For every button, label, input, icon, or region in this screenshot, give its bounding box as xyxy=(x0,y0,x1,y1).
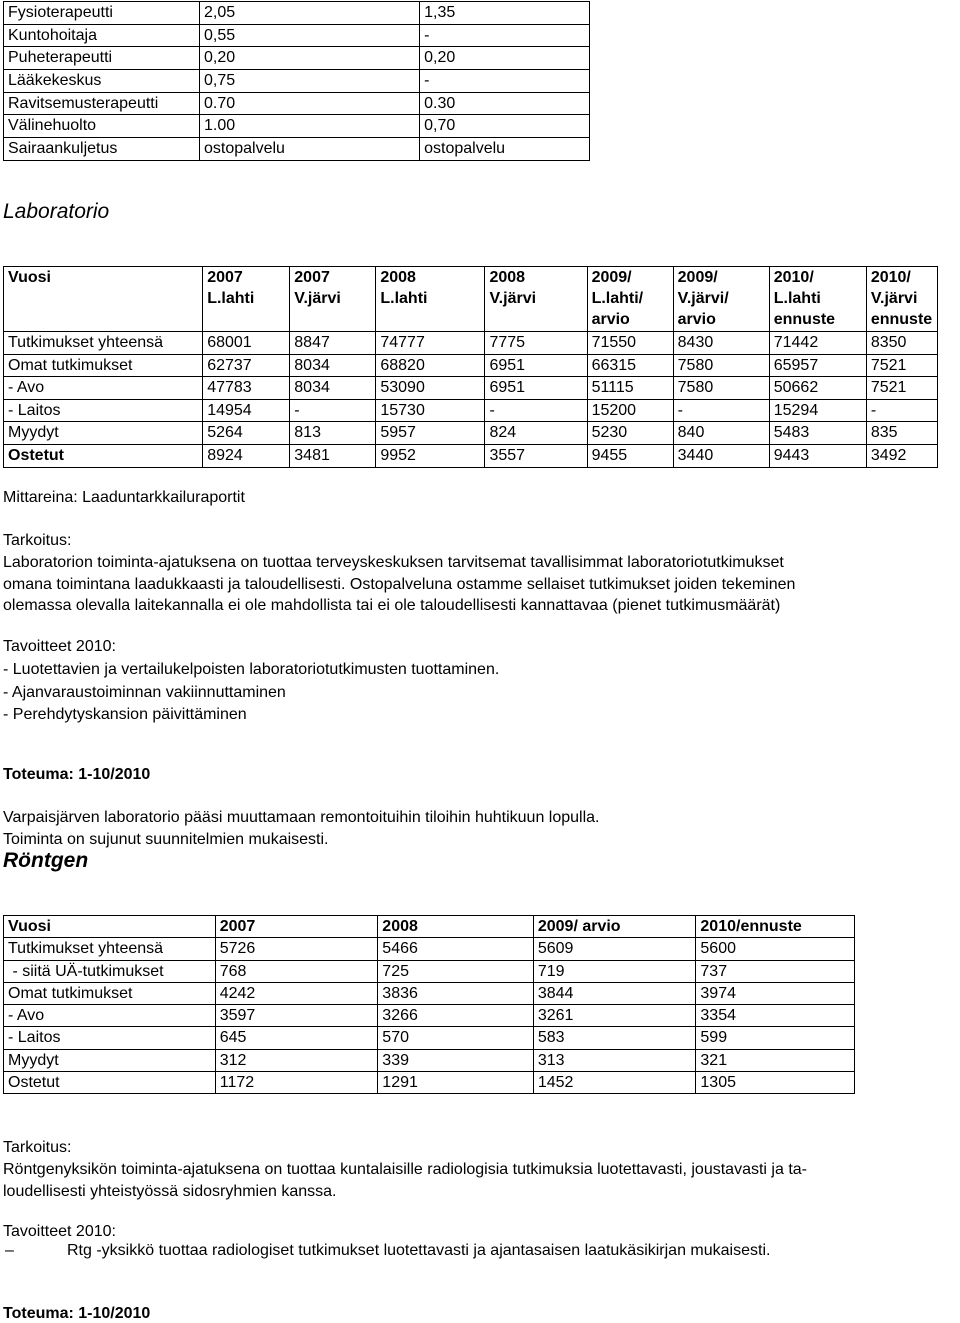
table-cell: 74777 xyxy=(376,332,485,355)
table-cell: Fysioterapeutti xyxy=(4,2,200,25)
table-cell: 0,55 xyxy=(200,24,420,47)
table-cell: - xyxy=(866,399,937,422)
table-cell: 8350 xyxy=(866,332,937,355)
table-cell: 66315 xyxy=(587,354,673,377)
table-cell: 3597 xyxy=(215,1005,378,1027)
column-header-line: L.lahti xyxy=(207,290,255,307)
table-cell: 9455 xyxy=(587,444,673,467)
table-row xyxy=(4,70,590,93)
table-cell: 813 xyxy=(290,422,376,445)
table-cell: 3481 xyxy=(290,444,376,467)
rontgen-table xyxy=(3,915,855,1094)
lab-toteuma-text xyxy=(3,807,600,850)
column-header xyxy=(769,267,866,332)
table-cell: 312 xyxy=(215,1049,378,1071)
column-header: 2010/ennuste xyxy=(696,916,855,938)
lab-tavoite-item: - Luotettavien ja vertailukelpoisten laboratoriotutkimusten tuottaminen. xyxy=(3,661,500,678)
table-cell: Ostetut xyxy=(4,1072,216,1094)
column-header-line: V.järvi/ xyxy=(677,290,729,307)
lab-tarkoitus-line: omana toimintana laadukkaasti ja taloudellisesti. Ostopalveluna ostamme sellaiset tutkimukset joiden tekeminen xyxy=(3,575,796,593)
table-cell: 1452 xyxy=(533,1072,696,1094)
table-cell: - xyxy=(485,399,587,422)
column-header-line: L.lahti xyxy=(380,290,428,307)
lab-tarkoitus-text xyxy=(3,552,795,617)
table-row xyxy=(4,399,938,422)
table-cell: 5957 xyxy=(376,422,485,445)
table-cell: 6951 xyxy=(485,377,587,400)
table-cell: 7580 xyxy=(673,377,769,400)
table-cell: - Laitos xyxy=(4,1027,216,1049)
table-cell: Välinehuolto xyxy=(4,115,200,138)
rtg-tavoite-bullet: – xyxy=(5,1242,14,1259)
table-cell: 835 xyxy=(866,422,937,445)
laboratorio-table xyxy=(3,266,938,468)
table-row xyxy=(4,960,855,982)
column-header-line: V.järvi xyxy=(294,290,341,307)
lab-toteuma-label: Toteuma: 1-10/2010 xyxy=(3,766,151,783)
table-cell: 65957 xyxy=(769,354,866,377)
table-cell: 725 xyxy=(378,960,534,982)
table-cell: Omat tutkimukset xyxy=(4,354,203,377)
table-cell: Ostetut xyxy=(4,444,203,467)
table-cell: 5466 xyxy=(378,938,534,960)
lab-tavoitteet-list xyxy=(3,659,499,727)
column-header-line: 2007 xyxy=(294,269,330,286)
table-cell: 62737 xyxy=(203,354,290,377)
table-cell: 14954 xyxy=(203,399,290,422)
table-cell: 9443 xyxy=(769,444,866,467)
table-cell: 68001 xyxy=(203,332,290,355)
mittareina-text: Mittareina: Laaduntarkkailuraportit xyxy=(3,489,245,506)
table-cell: 3261 xyxy=(533,1005,696,1027)
table-cell: 5483 xyxy=(769,422,866,445)
table-cell: 583 xyxy=(533,1027,696,1049)
table-cell: 0,20 xyxy=(420,47,590,70)
table-row xyxy=(4,1005,855,1027)
column-header-line: L.lahti xyxy=(773,290,821,307)
table-cell: 3440 xyxy=(673,444,769,467)
table-cell: Tutkimukset yhteensä xyxy=(4,332,203,355)
table-row xyxy=(4,1049,855,1071)
table-row xyxy=(4,982,855,1004)
table-cell: 1,35 xyxy=(420,2,590,25)
table-cell: 5600 xyxy=(696,938,855,960)
table-cell: 6951 xyxy=(485,354,587,377)
lab-tarkoitus-label: Tarkoitus: xyxy=(3,532,72,549)
table-cell: Kuntohoitaja xyxy=(4,24,200,47)
table-cell: 824 xyxy=(485,422,587,445)
table-cell: 0,20 xyxy=(200,47,420,70)
table-cell: - xyxy=(673,399,769,422)
lab-tavoite-item: - Ajanvaraustoiminnan vakiinnuttaminen xyxy=(3,683,286,701)
column-header-line: arvio xyxy=(677,311,716,328)
table-cell: 71442 xyxy=(769,332,866,355)
lab-tavoite-item: - Perehdytyskansion päivittäminen xyxy=(3,706,247,723)
table-cell: Myydyt xyxy=(4,1049,216,1071)
table-cell: 339 xyxy=(378,1049,534,1071)
column-header xyxy=(290,267,376,332)
table-cell: 50662 xyxy=(769,377,866,400)
column-header: Vuosi xyxy=(4,916,216,938)
column-header xyxy=(203,267,290,332)
column-header-line: Vuosi xyxy=(8,269,51,286)
table-cell: 2,05 xyxy=(200,2,420,25)
table-cell: 4242 xyxy=(215,982,378,1004)
table-cell: 15294 xyxy=(769,399,866,422)
rtg-tavoite-item: Rtg -yksikkö tuottaa radiologiset tutkimukset luotettavasti ja ajantasaisen laatukäsikirjan mukaisesti. xyxy=(67,1242,771,1259)
table-cell: 840 xyxy=(673,422,769,445)
lab-tarkoitus-line: olemassa olevalla laitekannalla ei ole mahdollista tai ei ole taloudellisesti kannattavaa (pienet tutkimusmäärät) xyxy=(3,597,781,614)
column-header: 2009/ arvio xyxy=(533,916,696,938)
column-header-line: ennuste xyxy=(870,311,933,328)
column-header xyxy=(4,267,203,332)
table-cell: 15730 xyxy=(376,399,485,422)
table-cell: 0.70 xyxy=(200,92,420,115)
laboratorio-title: Laboratorio xyxy=(3,200,110,223)
table-header-row xyxy=(4,916,855,938)
table-cell: ostopalvelu xyxy=(420,138,590,161)
table-row xyxy=(4,92,590,115)
table-cell: Lääkekeskus xyxy=(4,70,200,93)
table-row xyxy=(4,115,590,138)
column-header-line: arvio xyxy=(591,311,630,328)
table-cell: 8847 xyxy=(290,332,376,355)
rtg-tavoitteet-label: Tavoitteet 2010: xyxy=(3,1223,116,1240)
lab-tarkoitus-line: Laboratorion toiminta-ajatuksena on tuottaa terveyskeskuksen tarvitsemat tavallisimmat laboratoriotutkimukset xyxy=(3,554,784,571)
rtg-tarkoitus-line: Röntgenyksikön toiminta-ajatuksena on tuottaa kuntalaisille radiologisia tutkimuksia luotettavasti, joustavasti ja ta- xyxy=(3,1161,807,1178)
table-cell: 3266 xyxy=(378,1005,534,1027)
table-cell: 5726 xyxy=(215,938,378,960)
table-row xyxy=(4,938,855,960)
table-cell: 737 xyxy=(696,960,855,982)
table-row xyxy=(4,377,938,400)
table-row xyxy=(4,47,590,70)
lab-toteuma-line: Varpaisjärven laboratorio pääsi muuttamaan remontoituihin tiloihin huhtikuun lopulla. xyxy=(3,809,600,826)
column-header-line: 2008 xyxy=(489,269,526,286)
column-header-line: 2009/ xyxy=(591,269,632,286)
table-cell: 9952 xyxy=(376,444,485,467)
table-row xyxy=(4,24,590,47)
table-cell: 0,75 xyxy=(200,70,420,93)
table-cell: 5609 xyxy=(533,938,696,960)
table-cell: 47783 xyxy=(203,377,290,400)
table-cell: 7775 xyxy=(485,332,587,355)
table-cell: 8924 xyxy=(203,444,290,467)
table-cell: 7580 xyxy=(673,354,769,377)
table-cell: 0,70 xyxy=(420,115,590,138)
column-header-line: 2008 xyxy=(380,269,416,286)
table-cell: Myydyt xyxy=(4,422,203,445)
table-cell: - xyxy=(420,24,590,47)
table-cell: 15200 xyxy=(587,399,673,422)
table-cell: 313 xyxy=(533,1049,696,1071)
table-cell: 645 xyxy=(215,1027,378,1049)
lab-tavoitteet-label: Tavoitteet 2010: xyxy=(3,638,116,655)
column-header xyxy=(866,267,937,332)
table-row xyxy=(4,332,938,355)
column-header-line: V.järvi xyxy=(870,290,918,307)
table-cell: 7521 xyxy=(866,377,937,400)
table-cell: 3492 xyxy=(866,444,937,467)
table-cell: Sairaankuljetus xyxy=(4,138,200,161)
column-header xyxy=(376,267,485,332)
table-cell: 71550 xyxy=(587,332,673,355)
table-cell: - siitä UÄ-tutkimukset xyxy=(4,960,216,982)
table-cell: - Laitos xyxy=(4,399,203,422)
table-cell: 3974 xyxy=(696,982,855,1004)
rontgen-title: Röntgen xyxy=(3,849,89,872)
lab-toteuma-line: Toiminta on sujunut suunnitelmien mukaisesti. xyxy=(3,830,329,848)
table-row xyxy=(4,138,590,161)
table-cell: 768 xyxy=(215,960,378,982)
table-cell: 5230 xyxy=(587,422,673,445)
table-cell: 321 xyxy=(696,1049,855,1071)
table-cell: 3836 xyxy=(378,982,534,1004)
table-cell: 1291 xyxy=(378,1072,534,1094)
table-cell: - xyxy=(290,399,376,422)
table-cell: Puheterapeutti xyxy=(4,47,200,70)
table-cell: 8034 xyxy=(290,377,376,400)
table-cell: 570 xyxy=(378,1027,534,1049)
rtg-tarkoitus-line: loudellisesti yhteistyössä sidosryhmien kanssa. xyxy=(3,1182,337,1200)
table-cell: Omat tutkimukset xyxy=(4,982,216,1004)
column-header-line: 2010/ xyxy=(773,269,814,286)
column-header: 2008 xyxy=(378,916,534,938)
column-header xyxy=(485,267,587,332)
table-cell: Ravitsemusterapeutti xyxy=(4,92,200,115)
table-row xyxy=(4,354,938,377)
table-header-row xyxy=(4,267,938,332)
table-cell: 3354 xyxy=(696,1005,855,1027)
rtg-toteuma-label: Toteuma: 1-10/2010 xyxy=(3,1305,151,1322)
table-cell: 599 xyxy=(696,1027,855,1049)
table-cell: 3557 xyxy=(485,444,587,467)
table-cell: 1305 xyxy=(696,1072,855,1094)
table-cell: 53090 xyxy=(376,377,485,400)
column-header-line: V.järvi xyxy=(489,290,537,307)
table-cell: 1.00 xyxy=(200,115,420,138)
table-cell: 5264 xyxy=(203,422,290,445)
column-header xyxy=(673,267,769,332)
column-header: 2007 xyxy=(215,916,378,938)
table-row xyxy=(4,2,590,25)
column-header-line: ennuste xyxy=(773,311,836,328)
table-cell: ostopalvelu xyxy=(200,138,420,161)
rtg-tarkoitus-label: Tarkoitus: xyxy=(3,1139,72,1156)
table-cell: 719 xyxy=(533,960,696,982)
table-cell: - xyxy=(420,70,590,93)
column-header-line: L.lahti/ xyxy=(591,290,644,307)
table-row xyxy=(4,1072,855,1094)
table-cell: 8034 xyxy=(290,354,376,377)
table-cell: - Avo xyxy=(4,377,203,400)
column-header-line: 2010/ xyxy=(870,269,911,286)
rtg-tarkoitus-text xyxy=(3,1159,807,1202)
column-header-line: 2007 xyxy=(207,269,243,286)
table-row xyxy=(4,1027,855,1049)
table-cell: Tutkimukset yhteensä xyxy=(4,938,216,960)
column-header-line: 2009/ xyxy=(677,269,718,286)
staffing-table xyxy=(3,1,590,161)
table-cell: 68820 xyxy=(376,354,485,377)
table-cell: 7521 xyxy=(866,354,937,377)
table-row xyxy=(4,422,938,445)
table-cell: 8430 xyxy=(673,332,769,355)
table-cell: 3844 xyxy=(533,982,696,1004)
table-row xyxy=(4,444,938,467)
column-header xyxy=(587,267,673,332)
table-cell: 1172 xyxy=(215,1072,378,1094)
table-cell: 0.30 xyxy=(420,92,590,115)
table-cell: - Avo xyxy=(4,1005,216,1027)
table-cell: 51115 xyxy=(587,377,673,400)
